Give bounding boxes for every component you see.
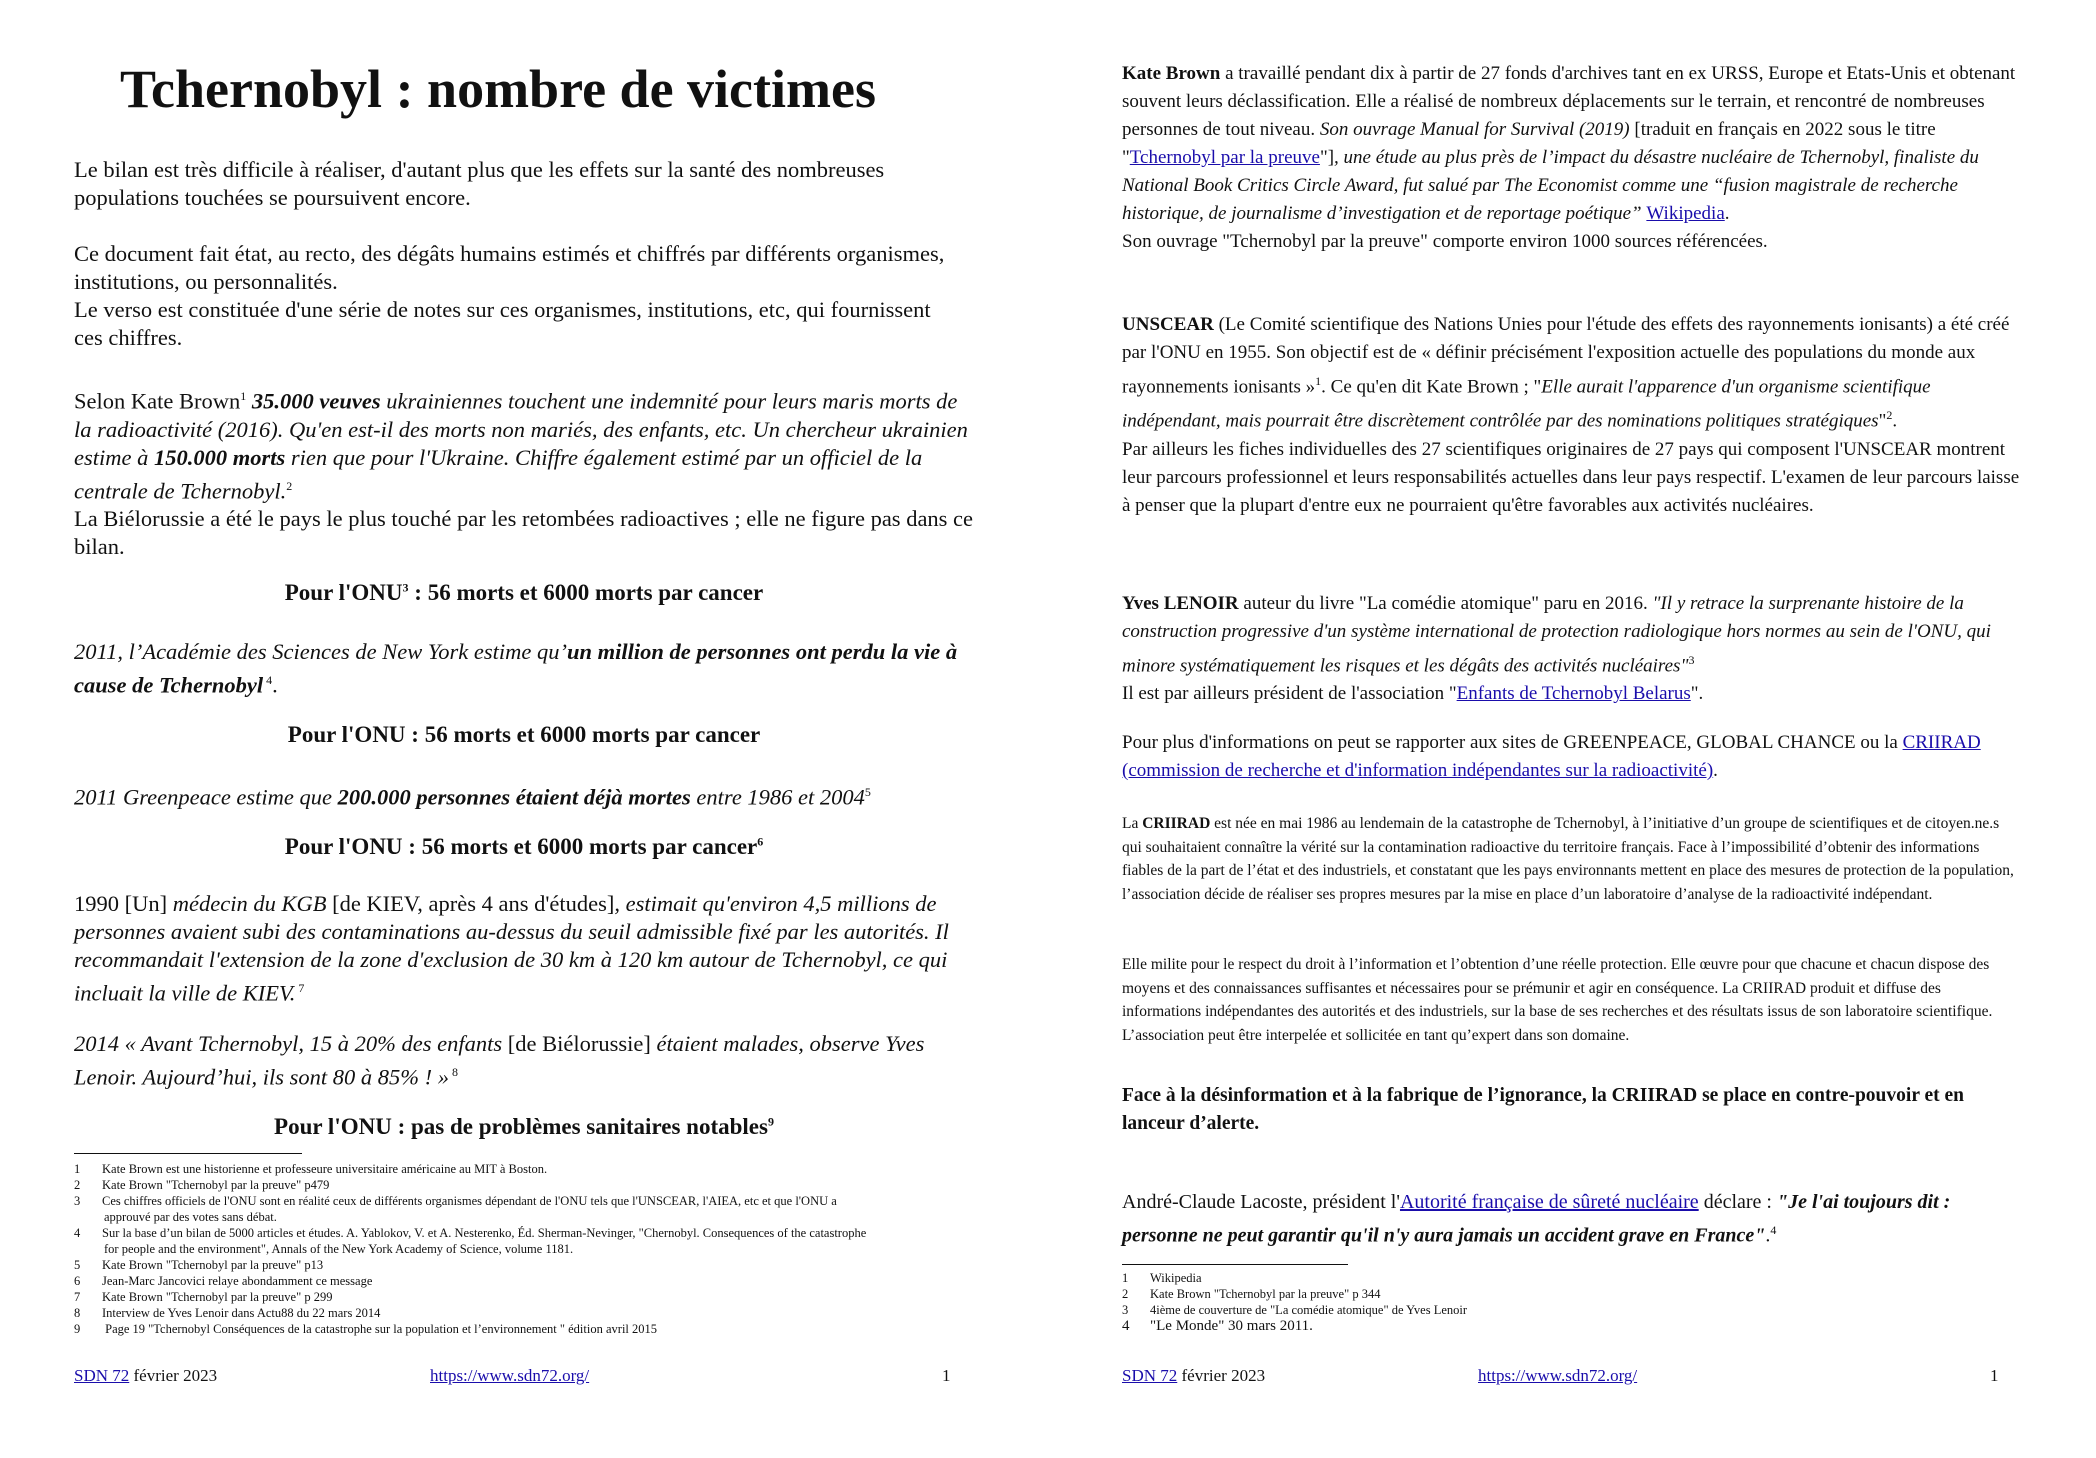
right-footnotes bbox=[1122, 1270, 2022, 1334]
criirad-link[interactable]: CRIIRAD (commission de recherche et d'information indépendantes sur la radioactivité) bbox=[1122, 732, 1981, 781]
onu-statement-1 bbox=[74, 580, 974, 606]
yl-text: 2014 « Avant Tchernobyl, 15 à 20% des enfants bbox=[74, 1031, 508, 1056]
onu-statement-4 bbox=[74, 1114, 974, 1140]
kate-brown-bio bbox=[1122, 60, 2022, 256]
gp-text-2: entre 1986 et 2004 bbox=[690, 784, 865, 810]
onu-text: Pour l'ONU : 56 morts et 6000 morts par cancer bbox=[284, 834, 758, 859]
acl-text-2: déclare : bbox=[1698, 1191, 1777, 1213]
footnote: 4 "Le Monde" 30 mars 2011. bbox=[1122, 1318, 1313, 1334]
footnote: 6 Jean-Marc Jancovici relaye abondamment ce message bbox=[74, 1274, 373, 1288]
kb-book-title: Son ouvrage Manual for Survival (2019) bbox=[1319, 119, 1630, 140]
left-footer bbox=[74, 1366, 217, 1386]
onu-statement-2: Pour l'ONU : 56 morts et 6000 morts par cancer bbox=[287, 722, 761, 747]
kate-brown-bio-paragraph bbox=[1122, 60, 2022, 228]
footnote: 5 Kate Brown "Tchernobyl par la preuve" p13 bbox=[74, 1258, 324, 1272]
bielorussie-paragraph: La Biélorussie a été le pays le plus touché par les retombées radioactives ; elle ne figure pas dans ce bilan. bbox=[74, 506, 974, 559]
criirad-statement: Face à la désinformation et à la fabrique de l’ignorance, la CRIIRAD se place en contre-pouvoir et en lanceur d’alerte. bbox=[1122, 1085, 1965, 1134]
footnote-ref: 3 bbox=[402, 580, 409, 595]
unscear-paragraph bbox=[1122, 311, 2022, 436]
kb-bio-text: a travaillé pendant dix à partir de 27 fonds d'archives tant en ex URSS, Europe et Etats-Unis et obtenant souvent leurs déclassification. Elle a réalisé de nombreux déplacements sur le terrain, et rencontré de nombreuses personnes de tout niveau. bbox=[1122, 63, 2016, 140]
unscear-text-2: . Ce qu'en dit Kate Brown ; " bbox=[1321, 376, 1542, 398]
criirad-text: est née en mai 1986 au lendemain de la catastrophe de Tchernobyl, à l’initiative d’un groupe de scientifiques et de citoyen.ne.s qui souhaitaient connaître la vérité sur la contamination radioactive du territoire français. Face à l’impossibilité d’obtenir des informations fiables de la part de l’état et des industriels, et constatant que les pays environnants mettent en place des mesures de protection de la population, l’association décide de réaliser ses propres mesures par la mise en place d’un laboratoire d’analyse de la radioactivité indépendant. bbox=[1122, 815, 2014, 903]
enfants-de-tchernobyl-link[interactable]: Enfants de Tchernobyl Belarus bbox=[1456, 683, 1691, 705]
onu-text: Pour l'ONU : pas de problèmes sanitaires notables bbox=[274, 1114, 768, 1139]
right-footer bbox=[1122, 1366, 1265, 1386]
yl-name: Yves LENOIR bbox=[1122, 593, 1239, 614]
footer-date: février 2023 bbox=[129, 1366, 218, 1385]
doc-paragraph-1: Ce document fait état, au recto, des dégâts humains estimés et chiffrés par différents organismes, institutions, ou personnalités. bbox=[74, 241, 945, 294]
yl-quote: "Il y retrace la surprenante histoire de la construction progressive d'un système international de protection radiologique hors normes au sein de l'ONU, qui minore systématiquement les risques et les dégâts des activités nucléaires" bbox=[1122, 593, 1991, 677]
footnote-continuation: approuvé par des votes sans débat. bbox=[104, 1210, 277, 1224]
footnote-ref: 3 bbox=[1688, 653, 1695, 667]
kgb-paragraph bbox=[74, 890, 974, 1008]
footer-url-link[interactable]: https://www.sdn72.org/ bbox=[430, 1366, 590, 1385]
doc-paragraph-2: Le verso est constituée d'une série de notes sur ces organismes, institutions, etc, qui fournissent ces chiffres. bbox=[74, 297, 931, 350]
footnote-ref: 2 bbox=[1886, 408, 1893, 423]
document-description bbox=[74, 240, 954, 352]
kb-sources: Son ouvrage "Tchernobyl par la preuve" comporte environ 1000 sources référencées. bbox=[1122, 231, 1768, 252]
onu-label: Pour l'ONU bbox=[284, 580, 403, 605]
ny-end: . bbox=[272, 672, 278, 698]
yl-text-2: Il est par ailleurs président de l'association " bbox=[1122, 683, 1457, 705]
kgb-text: , estimait qu'environ 4,5 millions de personnes avaient subi des contaminations au-dessus du seuil admissible fixé par les autorités. Il recommandait l'extension de la zone d'exclusion de 30 km à 120 km autour de Tchernobyl, ce qui incluait la ville de KIEV. bbox=[74, 891, 949, 1006]
unscear-name: UNSCEAR bbox=[1122, 314, 1214, 335]
footnote: 1 Wikipedia bbox=[1122, 1271, 1202, 1285]
tchernobyl-par-la-preuve-link[interactable]: Tchernobyl par la preuve bbox=[1129, 147, 1320, 168]
kate-brown-paragraph bbox=[74, 382, 974, 505]
acl-end: . bbox=[1765, 1224, 1771, 1247]
yves-lenoir-paragraph-2 bbox=[1122, 680, 2022, 708]
footnote-separator bbox=[74, 1153, 302, 1154]
kb-dot: . bbox=[1724, 203, 1730, 224]
footnote: 3 Ces chiffres officiels de l'ONU sont en réalité ceux de différents organismes dépendant de l'ONU tels que l'UNSCEAR, l'AIEA, etc et que l'ONU a bbox=[74, 1194, 837, 1208]
acl-quote: "Je l'ai toujours dit : personne ne peut garantir qu'il n'y aura jamais un accident grave en France" bbox=[1122, 1191, 1951, 1247]
kb-widows-figure: 35.000 veuves bbox=[251, 388, 381, 414]
footnote-ref: 2 bbox=[286, 478, 293, 493]
footnote-ref: 6 bbox=[757, 834, 764, 849]
yl-text-2: étaient malades, observe Yves Lenoir. Aujourd’hui, ils sont 80 à 85% ! » bbox=[74, 1031, 925, 1090]
footnote: 3 4ième de couverture de "La comédie atomique" de Yves Lenoir bbox=[1122, 1303, 1468, 1317]
yl-text: auteur du livre "La comédie atomique" paru en 2016. bbox=[1238, 593, 1653, 614]
unscear-end: . bbox=[1892, 410, 1898, 432]
acl-text: André-Claude Lacoste, président l' bbox=[1122, 1191, 1400, 1213]
left-page-number: 1 bbox=[942, 1366, 951, 1385]
footer-org-link[interactable]: SDN 72 bbox=[1122, 1366, 1178, 1385]
greenpeace-paragraph bbox=[74, 778, 974, 812]
kb-prefix: Selon Kate Brown bbox=[74, 388, 241, 414]
footnote: 4 Sur la base d’un bilan de 5000 articles et études. A. Yablokov, V. et A. Nesterenko, Éd. Sherman-Nevinger, "Chernobyl. Consequences of the catastrophe bbox=[74, 1226, 867, 1240]
footnote: 7 Kate Brown "Tchernobyl par la preuve" p 299 bbox=[74, 1290, 333, 1304]
yves-lenoir-quote bbox=[74, 1030, 974, 1092]
asn-link[interactable]: Autorité française de sûreté nucléaire bbox=[1399, 1191, 1699, 1213]
footnote-ref: 1 bbox=[240, 389, 247, 403]
info-text: Pour plus d'informations on peut se rapporter aux sites de GREENPEACE, GLOBAL CHANCE ou la bbox=[1122, 732, 1903, 753]
more-info-paragraph bbox=[1122, 729, 2022, 785]
ny-text: 2011, l’Académie des Sciences de New York estime qu’ bbox=[74, 639, 568, 664]
footnote-ref: 9 bbox=[767, 1114, 774, 1129]
kgb-doctor: médecin du KGB bbox=[172, 891, 327, 916]
unscear-text-3: " bbox=[1878, 410, 1887, 432]
footnote-continuation: for people and the environment", Annals of the New York Academy of Science, volume 1181. bbox=[104, 1242, 574, 1256]
kate-brown-section bbox=[74, 382, 974, 561]
footnote-ref: 4 bbox=[1770, 1223, 1777, 1237]
criirad-la: La bbox=[1122, 815, 1143, 832]
gp-figure: 200.000 personnes étaient déjà mortes bbox=[337, 784, 691, 810]
right-footer-url-wrap bbox=[1478, 1366, 1637, 1386]
kb-bio-text-3: "] bbox=[1319, 147, 1335, 168]
kgb-bracket: [de KIEV, après 4 ans d'études] bbox=[326, 891, 615, 916]
ny-figure: un million de personnes ont perdu la vie à cause de Tchernobyl bbox=[74, 639, 958, 698]
kb-book-review: , une étude au plus près de l’impact du désastre nucléaire de Tchernobyl, finaliste du National Book Critics Circle Award, fut salué par The Economist comme une “fusion magistrale de recherche historique, de journalisme d’investigation et de reportage poétique” bbox=[1122, 147, 1979, 224]
yl-bracket: [de Biélorussie] bbox=[507, 1031, 651, 1056]
kb-bio-text-2: [traduit en français en 2022 sous le titre " bbox=[1122, 119, 1936, 168]
footnote: 2 Kate Brown "Tchernobyl par la preuve" p479 bbox=[74, 1178, 330, 1192]
kb-text-2: rien que pour l'Ukraine. Chiffre également estimé par un officiel de la centrale de Tchernobyl. bbox=[74, 444, 923, 503]
unscear-text: (Le Comité scientifique des Nations Unies pour l'étude des effets des rayonnements ionisants) a été créé par l'ONU en 1955. Son objectif est de « définir précisément l'exposition actuelle des populations du monde aux rayonnements ionisants » bbox=[1122, 314, 2010, 398]
wikipedia-link[interactable]: Wikipedia bbox=[1646, 203, 1725, 224]
yves-lenoir-section bbox=[1122, 590, 2022, 708]
right-page-number: 1 bbox=[1990, 1366, 1999, 1385]
footnote-ref: 1 bbox=[1315, 374, 1322, 388]
footnote-ref: 8 bbox=[449, 1065, 459, 1079]
left-footnotes bbox=[74, 1161, 974, 1337]
intro-paragraph: Le bilan est très difficile à réaliser, d'autant plus que les effets sur la santé des nombreuses populations touchées se poursuivent encore. bbox=[74, 157, 885, 210]
kb-name: Kate Brown bbox=[1122, 63, 1221, 84]
footnote: 2 Kate Brown "Tchernobyl par la preuve" p 344 bbox=[1122, 1287, 1381, 1301]
yl-text-3: ". bbox=[1690, 683, 1704, 705]
onu-statement-3 bbox=[74, 834, 974, 860]
footnote: 8 Interview de Yves Lenoir dans Actu88 du 22 mars 2014 bbox=[74, 1306, 381, 1320]
unscear-paragraph-2: Par ailleurs les fiches individuelles des 27 scientifiques originaires de 27 pays qui composent l'UNSCEAR montrent leur parcours professionnel et leurs responsabilités actuelles dans leur pays respectif. L'examen de leur parcours laisse à penser que la plupart d'entre eux ne pourraient qu'être favorables aux activités nucléaires. bbox=[1122, 438, 2020, 516]
criirad-name: CRIIRAD bbox=[1142, 815, 1211, 832]
footnote-ref: 4 bbox=[263, 673, 273, 687]
footnote: 1 Kate Brown est une historienne et professeure universitaire américaine au MIT à Boston. bbox=[74, 1162, 548, 1176]
kgb-year: 1990 [Un] bbox=[74, 891, 173, 916]
info-dot: . bbox=[1713, 760, 1718, 781]
footnote-separator bbox=[1122, 1264, 1348, 1265]
footnote: 9 Page 19 "Tchernobyl Conséquences de la catastrophe sur la population et l’environnement " édition avril 2015 bbox=[74, 1322, 658, 1336]
footer-date: février 2023 bbox=[1177, 1366, 1266, 1385]
kb-deaths-figure: 150.000 morts bbox=[153, 444, 286, 470]
footnote-ref: 7 bbox=[295, 981, 305, 995]
kb-text: ukrainiennes touchent une indemnité pour leurs maris morts de la radioactivité (2016). Qu'en est-il des morts non mariés, des enfants, etc. Un chercheur ukrainien estime à bbox=[74, 388, 968, 470]
yves-lenoir-paragraph bbox=[1122, 590, 2022, 680]
footer-org-link[interactable]: SDN 72 bbox=[74, 1366, 130, 1385]
gp-text: 2011 Greenpeace estime que bbox=[74, 784, 338, 810]
footer-url-link[interactable]: https://www.sdn72.org/ bbox=[1478, 1366, 1638, 1385]
footnote-ref: 5 bbox=[864, 785, 871, 799]
lacoste-paragraph bbox=[1122, 1188, 2022, 1250]
unscear-section bbox=[1122, 311, 2022, 520]
page-title: Tchernobyl : nombre de victimes bbox=[120, 59, 876, 119]
unscear-quote: Elle aurait l'apparence d'un organisme scientifique indépendant, mais pourrait être discrètement contrôlée par des nominations politiques stratégiques bbox=[1122, 376, 1931, 432]
new-york-academy-paragraph bbox=[74, 638, 974, 700]
criirad-paragraph-1 bbox=[1122, 812, 2022, 906]
onu-figure: : 56 morts et 6000 morts par cancer bbox=[408, 580, 764, 605]
criirad-paragraph-2: Elle milite pour le respect du droit à l’information et l’obtention d’une réelle protection. Elle œuvre pour que chacune et chacun dispose des moyens et des connaissances suffisantes et nécessaires pour se prémunir et agir en conséquence. La CRIIRAD produit et diffuse des informations indépendantes des autorités et des industriels, sur la base de ses recherches et des résultats issus de son laboratoire scientifique. L’association peut être interpelée et sollicitée en tant qu’expert dans son domaine. bbox=[1122, 956, 1993, 1044]
left-footer-url-wrap bbox=[430, 1366, 589, 1386]
